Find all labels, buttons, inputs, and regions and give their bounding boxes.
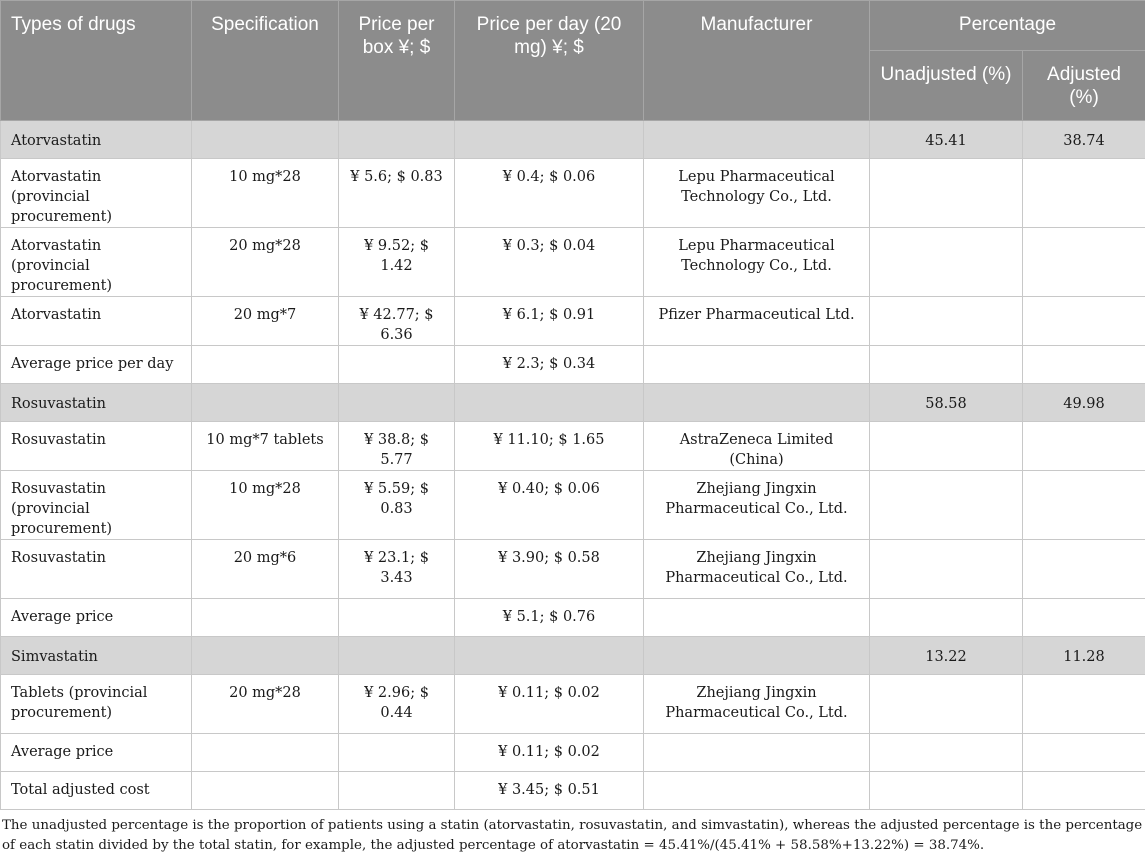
- cell-spec: 20 mg*6: [192, 540, 339, 599]
- header-adjusted: Adjusted (%): [1023, 51, 1145, 121]
- group-name: Atorvastatin: [1, 121, 192, 159]
- table-row: [1, 675, 1145, 734]
- table-row: [1, 297, 1145, 346]
- cell-price-day: ¥ 0.11; $ 0.02: [455, 675, 644, 734]
- header-unadjusted: Unadjusted (%): [870, 51, 1023, 121]
- average-row: [1, 599, 1145, 637]
- cell-manufacturer: Zhejiang Jingxin Pharmaceutical Co., Ltd.: [644, 675, 870, 734]
- cell-price-box: ¥ 2.96; $ 0.44: [339, 675, 455, 734]
- cell-price-day: ¥ 0.3; $ 0.04: [455, 228, 644, 297]
- cell-spec: 10 mg*28: [192, 471, 339, 540]
- cell-price-day: ¥ 0.4; $ 0.06: [455, 159, 644, 228]
- cell-avg-value: ¥ 5.1; $ 0.76: [455, 599, 644, 637]
- cell-price-day: ¥ 11.10; $ 1.65: [455, 422, 644, 471]
- cell-type: Atorvastatin (provincial procurement): [1, 228, 192, 297]
- cell-spec: 10 mg*7 tablets: [192, 422, 339, 471]
- group-unadjusted: 13.22: [870, 637, 1023, 675]
- cell-spec: 20 mg*7: [192, 297, 339, 346]
- average-row: [1, 734, 1145, 772]
- group-name: Simvastatin: [1, 637, 192, 675]
- table-row: [1, 471, 1145, 540]
- cell-price-box: ¥ 42.77; $ 6.36: [339, 297, 455, 346]
- cell-type: Atorvastatin (provincial procurement): [1, 159, 192, 228]
- cell-spec: 20 mg*28: [192, 228, 339, 297]
- cell-avg-label: Average price: [1, 734, 192, 772]
- group-adjusted: 49.98: [1023, 384, 1145, 422]
- cell-price-box: ¥ 5.6; $ 0.83: [339, 159, 455, 228]
- cell-type: Rosuvastatin: [1, 540, 192, 599]
- table-row: [1, 422, 1145, 471]
- group-unadjusted: 45.41: [870, 121, 1023, 159]
- group-adjusted: 11.28: [1023, 637, 1145, 675]
- group-row-simvastatin: [1, 637, 1145, 675]
- cell-manufacturer: Lepu Pharmaceutical Technology Co., Ltd.: [644, 228, 870, 297]
- cell-manufacturer: Zhejiang Jingxin Pharmaceutical Co., Ltd.: [644, 540, 870, 599]
- cell-price-day: ¥ 0.40; $ 0.06: [455, 471, 644, 540]
- cell-type: Tablets (provincial procurement): [1, 675, 192, 734]
- cell-manufacturer: AstraZeneca Limited (China): [644, 422, 870, 471]
- cell-spec: 20 mg*28: [192, 675, 339, 734]
- group-adjusted: 38.74: [1023, 121, 1145, 159]
- header-specification: Specification: [192, 1, 339, 121]
- header-types: Types of drugs: [1, 1, 192, 121]
- total-row: [1, 772, 1145, 810]
- cell-spec: 10 mg*28: [192, 159, 339, 228]
- cell-manufacturer: Lepu Pharmaceutical Technology Co., Ltd.: [644, 159, 870, 228]
- group-unadjusted: 58.58: [870, 384, 1023, 422]
- cell-price-day: ¥ 6.1; $ 0.91: [455, 297, 644, 346]
- average-row: [1, 346, 1145, 384]
- cell-avg-label: Average price: [1, 599, 192, 637]
- cell-manufacturer: Zhejiang Jingxin Pharmaceutical Co., Ltd.: [644, 471, 870, 540]
- cell-price-box: ¥ 23.1; $ 3.43: [339, 540, 455, 599]
- group-row-rosuvastatin: [1, 384, 1145, 422]
- cell-type: Atorvastatin: [1, 297, 192, 346]
- cell-avg-value: ¥ 0.11; $ 0.02: [455, 734, 644, 772]
- cell-price-day: ¥ 3.90; $ 0.58: [455, 540, 644, 599]
- cell-avg-label: Average price per day: [1, 346, 192, 384]
- header-percentage: Percentage: [870, 1, 1145, 51]
- group-row-atorvastatin: [1, 121, 1145, 159]
- table-footnote: The unadjusted percentage is the proportion of patients using a statin (atorvastatin, rosuvastatin, and simvastatin), whereas the adjusted percentage is the percentage of each statin divided by the total statin, for example, the adjusted percentage of atorvastatin = 45.41%/(45.41% + 58.58%+13.22%) = 38.74%.: [0, 810, 1145, 856]
- header-manufacturer: Manufacturer: [644, 1, 870, 121]
- table-row: [1, 228, 1145, 297]
- cell-type: Rosuvastatin (provincial procurement): [1, 471, 192, 540]
- cell-type: Rosuvastatin: [1, 422, 192, 471]
- header-price-box: Price per box ¥; $: [339, 1, 455, 121]
- cell-total-label: Total adjusted cost: [1, 772, 192, 810]
- header-price-day: Price per day (20 mg) ¥; $: [455, 1, 644, 121]
- table-row: [1, 159, 1145, 228]
- cell-price-box: ¥ 38.8; $ 5.77: [339, 422, 455, 471]
- table-row: [1, 540, 1145, 599]
- group-name: Rosuvastatin: [1, 384, 192, 422]
- cell-total-value: ¥ 3.45; $ 0.51: [455, 772, 644, 810]
- cell-price-box: ¥ 9.52; $ 1.42: [339, 228, 455, 297]
- cell-manufacturer: Pfizer Pharmaceutical Ltd.: [644, 297, 870, 346]
- cell-avg-value: ¥ 2.3; $ 0.34: [455, 346, 644, 384]
- cell-price-box: ¥ 5.59; $ 0.83: [339, 471, 455, 540]
